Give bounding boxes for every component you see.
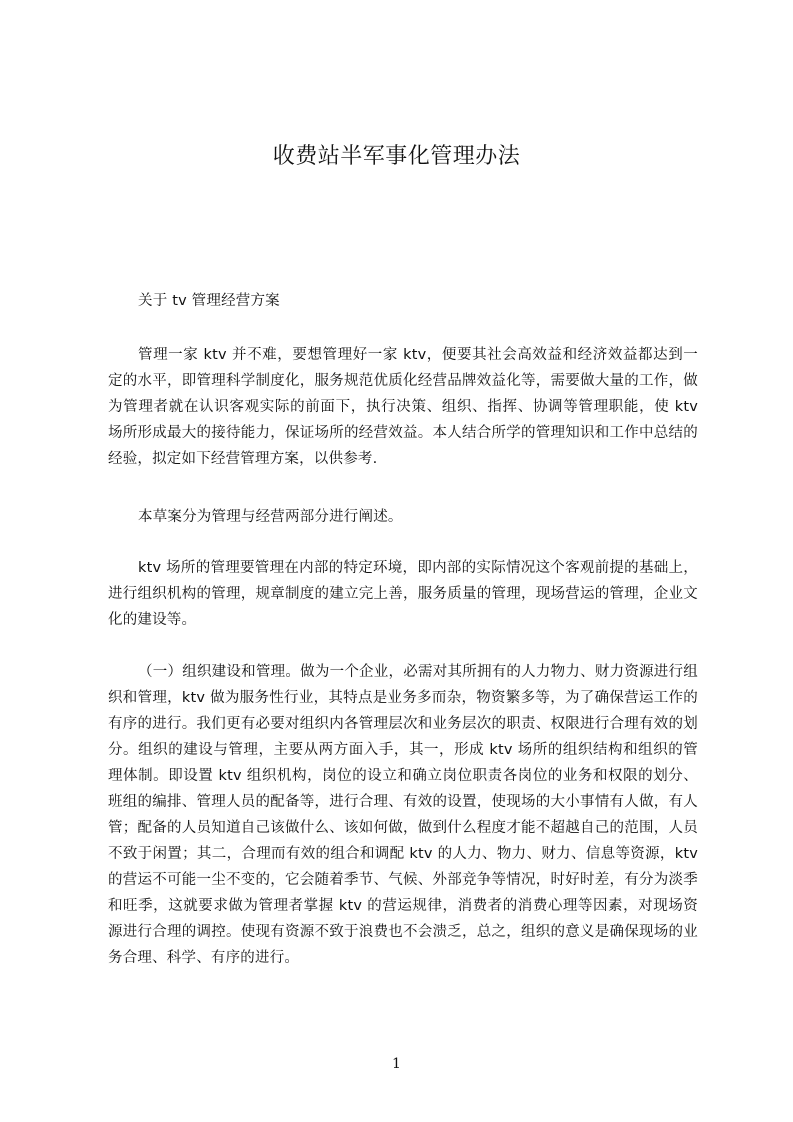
page-number: 1 — [392, 1056, 401, 1072]
management-scope-paragraph: ktv 场所的管理要管理在内部的特定环境，即内部的实际情况这个客观前提的基础上，进行组织机构的管理，规章制度的建立完上善，服务质量的管理，现场营运的管理，企业文化的建设等。 — [108, 560, 698, 628]
document-title: 收费站半军事化管理办法 — [272, 144, 521, 169]
organization-paragraph: （一）组织建设和管理。做为一个企业，必需对其所拥有的人力物力、财力资源进行组织和管理，ktv 做为服务性行业，其特点是业务多而杂，物资繁多等，为了确保营运工作的有序的进行。我们更有必要对组织内各管理层次和业务层次的职责、权限进行合理有效的划分。组织的建设与管理，主要从两方面入手，其一，形成 ktv 场所的组织结构和组织的管理体制。即设置 ktv 组织机构，岗位的设立和确立岗位职责各岗位的业务和权限的划分、班组的编排、管理人员的配备等，进行合理、有效的设置，使现场的大小事情有人做，有人管；配备的人员知道自己该做什么、该如何做，做到什么程度才能不超越自己的范围，人员不致于闲置；其二，合理而有效的组合和调配 ktv 的人力、物力、财力、信息等资源，ktv 的营运不可能一尘不变的，它会随着季节、气候、外部竞争等情况，时好时差，有分为淡季和旺季，这就要求做为管理者掌握 ktv 的营运规律，消费者的消费心理等因素，对现场资源进行合理的调控。使现有资源不致于浪费也不会溃乏，总之，组织的意义是确保现场的业务合理、科学、有序的进行。 — [108, 664, 698, 966]
structure-paragraph: 本草案分为管理与经营两部分进行阐述。 — [138, 509, 403, 525]
intro-paragraph: 管理一家 ktv 并不难，要想管理好一家 ktv，便要其社会高效益和经济效益都达到一定的水平，即管理科学制度化，服务规范优质化经营品牌效益化等，需要做大量的工作，做为管理者就在认识客观实际的前面下，执行决策、组织、指挥、协调等管理职能，使 ktv 场所形成最大的接待能力，保证场所的经营效益。本人结合所学的管理知识和工作中总结的经验，拟定如下经营管理方案，以供参考. — [108, 347, 698, 467]
section-heading: 关于 tv 管理经营方案 — [138, 293, 280, 309]
